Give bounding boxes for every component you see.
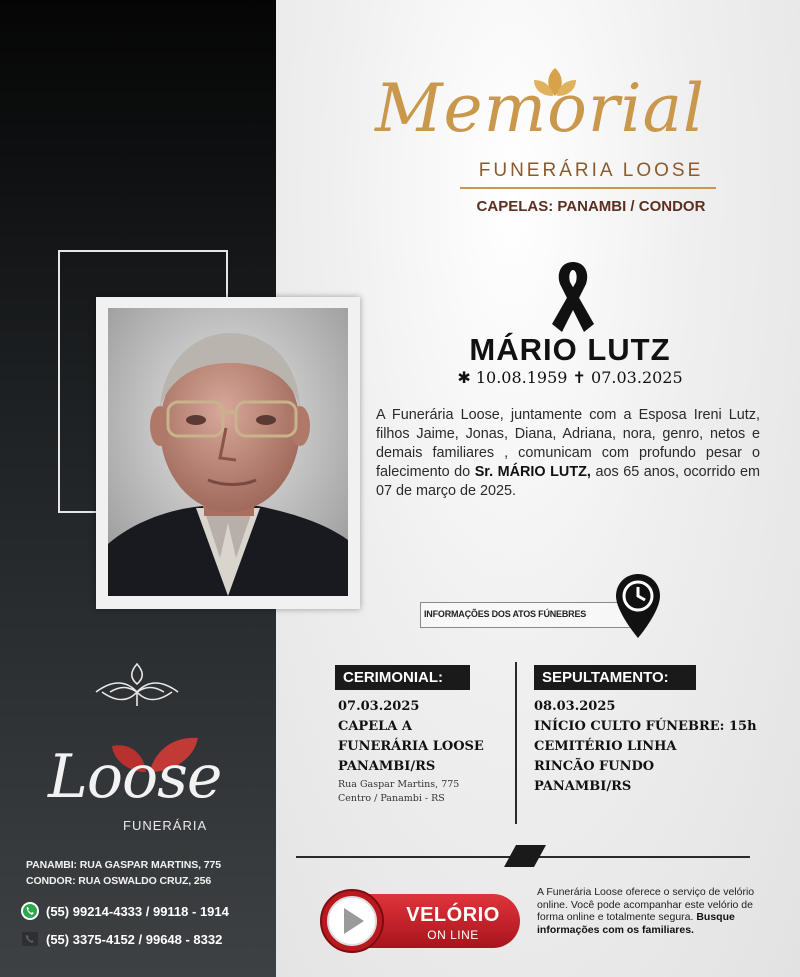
portrait-photo xyxy=(108,308,348,596)
burial-tag: SEPULTAMENTO: xyxy=(534,665,696,690)
deceased-name: MÁRIO LUTZ xyxy=(469,332,671,367)
birth-date: 10.08.1959 xyxy=(475,368,568,387)
obituary-part1: A Funerária Loose, juntamente com a Esposa Ireni Lutz, filhos Jaime, Jonas, Diana, Adriana, nora, genro, netos e demais familiares , comunicam com profundo pesar o falecimento do xyxy=(376,407,760,480)
burial-line: RINCÃO FUNDO xyxy=(534,759,655,774)
whatsapp-number: (55) 99214-4333 / 99118 - 1914 xyxy=(46,903,229,919)
burial-line: CEMITÉRIO LINHA xyxy=(534,739,677,754)
ceremonial-address xyxy=(338,778,513,806)
divider-mark xyxy=(504,845,546,867)
ceremonial-address-line: Centro / Panambi - RS xyxy=(338,793,445,804)
address-condor: CONDOR: RUA OSWALDO CRUZ, 256 xyxy=(26,875,212,887)
logo-subtitle: FUNERÁRIA xyxy=(123,818,208,833)
flourish-ornament xyxy=(92,662,182,708)
life-dates xyxy=(420,368,720,387)
burial-details xyxy=(534,697,774,797)
phone-number: (55) 3375-4152 / 99648 - 8332 xyxy=(46,931,223,947)
chapels-label: CAPELAS: PANAMBI / CONDOR xyxy=(476,198,706,215)
funeraria-subtitle: FUNERÁRIA LOOSE xyxy=(478,160,704,181)
death-symbol: ✝ xyxy=(572,368,586,387)
ceremonial-details xyxy=(338,697,513,777)
obituary-name: Sr. MÁRIO LUTZ, xyxy=(474,464,591,480)
whatsapp-icon xyxy=(20,901,40,921)
memorial-title: Memorial xyxy=(374,70,706,147)
address-panambi: PANAMBI: RUA GASPAR MARTINS, 775 xyxy=(26,859,221,871)
logo-wordmark: Loose xyxy=(48,742,222,812)
live-description xyxy=(537,886,763,936)
birth-symbol: ✱ xyxy=(457,368,471,387)
ceremonial-line: FUNERÁRIA LOOSE xyxy=(338,739,484,754)
ceremonial-line: CAPELA A xyxy=(338,719,412,734)
live-text: A Funerária Loose oferece o serviço de velório online. Você pode acompanhar este velório de forma online e totalmente segura. xyxy=(537,886,755,923)
ceremonial-address-line: Rua Gaspar Martins, 775 xyxy=(338,779,460,790)
burial-line: PANAMBI/RS xyxy=(534,779,632,794)
live-title: VELÓRIO xyxy=(406,904,500,926)
column-divider xyxy=(515,662,517,824)
mourning-ribbon-icon xyxy=(544,258,602,334)
clock-pin-icon xyxy=(612,572,664,640)
gold-divider xyxy=(460,187,716,189)
info-label: INFORMAÇÕES DOS ATOS FÚNEBRES xyxy=(424,609,587,619)
death-date: 07.03.2025 xyxy=(591,368,683,387)
burial-line: INÍCIO CULTO FÚNEBRE: 15h xyxy=(534,719,757,734)
ceremonial-tag: CERIMONIAL: xyxy=(335,665,470,690)
ceremonial-date: 07.03.2025 xyxy=(338,699,420,714)
obituary-part2: aos 65 anos, ocorrido em 07 de março de 2025. xyxy=(376,464,761,499)
ceremonial-line: PANAMBI/RS xyxy=(338,759,436,774)
live-subtitle: ON LINE xyxy=(427,928,479,942)
burial-date: 08.03.2025 xyxy=(534,699,616,714)
whatsapp-contact[interactable] xyxy=(20,901,229,921)
phone-contact[interactable] xyxy=(20,929,222,949)
live-text-bold: Busque informações com os familiares. xyxy=(537,911,735,936)
phone-icon xyxy=(20,929,40,949)
obituary-text xyxy=(376,406,760,501)
